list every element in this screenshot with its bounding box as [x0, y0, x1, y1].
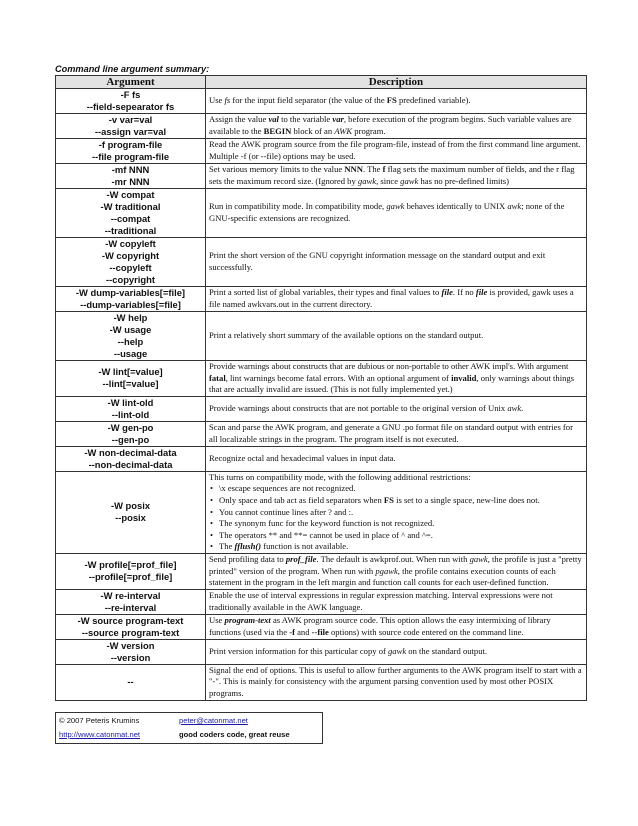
argument-text: -mf NNN	[111, 164, 150, 175]
argument-text: --source program-text	[81, 626, 180, 638]
argument-text: -W lint-old	[107, 396, 154, 408]
argument-text: --compat	[110, 213, 151, 224]
argument-text: --usage	[113, 348, 148, 359]
argument-cell	[56, 361, 206, 397]
argument-text: -W source program-text	[77, 614, 184, 626]
column-header-argument: Argument	[56, 76, 206, 89]
table-row	[56, 639, 587, 664]
argument-cell	[56, 589, 206, 614]
argument-cell	[56, 139, 206, 164]
slogan-text: good coders code, great reuse	[179, 730, 290, 739]
description-cell: Print the short version of the GNU copyright information message on the standard output and exit successfully.	[206, 238, 587, 287]
document	[55, 64, 586, 701]
table-row	[56, 589, 587, 614]
argument-text: -mr NNN	[111, 176, 150, 187]
description-cell: Enable the use of interval expressions in regular expression matching. Interval expressions were not traditionally available in the AWK language.	[206, 589, 587, 614]
description-cell: Use fs for the input field separator (the value of the FS predefined variable).	[206, 89, 587, 114]
argument-text: --copyleft	[109, 262, 152, 273]
argument-cell	[56, 471, 206, 553]
argument-text: --dump-variables[=file]	[80, 299, 181, 310]
argument-text: -F fs	[120, 89, 141, 100]
argument-text: --profile[=prof_file]	[88, 571, 173, 583]
table-row	[56, 553, 587, 589]
argument-text: -W compat	[106, 189, 155, 200]
argument-text: --traditional	[104, 225, 157, 236]
argument-text: -W traditional	[100, 201, 161, 212]
argument-text: --field-sepearator fs	[86, 101, 175, 112]
argument-text: --posix	[115, 512, 146, 524]
table-row	[56, 664, 587, 700]
argument-cell	[56, 553, 206, 589]
argument-text: -W posix	[110, 500, 151, 512]
table-row	[56, 287, 587, 312]
table-row	[56, 446, 587, 471]
argument-text: -W copyright	[101, 250, 160, 261]
description-cell: This turns on compatibility mode, with the following additional restrictions: • \x escape sequences are not recognized. • Only space and tab act as field separators when FS is set to a single space, new-line does not. • You cannot continue lines after ? and :. • The synonym func for the keyword function is not recognized. • The operators ** and **= cannot be used in place of ^ and ^=. • The fflush() function is not available.	[206, 471, 587, 553]
table-row	[56, 114, 587, 139]
argument-text: -f program-file	[98, 139, 163, 150]
table-row	[56, 396, 587, 421]
argument-cell	[56, 164, 206, 189]
argument-text: --re-interval	[104, 601, 157, 613]
argument-text: -W copyleft	[105, 238, 156, 249]
table-header-row	[56, 76, 587, 89]
description-cell: Assign the value val to the variable var, before execution of the program begins. Such variable values are available to the BEGIN block of an AWK program.	[206, 114, 587, 139]
copyright-text: © 2007 Peteris Krumins	[59, 716, 140, 725]
argument-cell	[56, 396, 206, 421]
argument-text: --non-decimal-data	[88, 458, 173, 470]
table-row	[56, 421, 587, 446]
description-cell: Signal the end of options. This is useful to allow further arguments to the AWK program itself to start with a "-". This is mainly for consistency with the argument parsing convention used by most other POSIX programs.	[206, 664, 587, 700]
argument-text: -W version	[106, 639, 155, 651]
description-cell: Set various memory limits to the value NNN. The f flag sets the maximum number of fields, and the r flag sets the maximum record size. (Ignored by gawk, since gawk has no pre-defined limits)	[206, 164, 587, 189]
argument-text: --lint[=value]	[102, 378, 159, 390]
argument-text: --assign var=val	[94, 126, 167, 137]
description-cell: Use program-text as AWK program source code. This option allows the easy intermixing of library functions (used via the -f and --file options) with source code entered on the command line.	[206, 614, 587, 639]
argument-cell	[56, 614, 206, 639]
argument-text: -W gen-po	[107, 421, 154, 433]
argument-cell	[56, 189, 206, 238]
argument-cell	[56, 639, 206, 664]
argument-table	[55, 75, 587, 701]
description-cell: Print version information for this particular copy of gawk on the standard output.	[206, 639, 587, 664]
argument-text: -W re-interval	[100, 589, 161, 601]
argument-text: --version	[110, 651, 151, 663]
summary-heading: Command line argument summary:	[55, 64, 210, 74]
table-row	[56, 189, 587, 238]
argument-cell	[56, 114, 206, 139]
description-cell: Provide warnings about constructs that are not portable to the original version of Unix awk.	[206, 396, 587, 421]
argument-text: --copyright	[106, 274, 155, 285]
argument-cell	[56, 421, 206, 446]
argument-text: --file program-file	[91, 151, 170, 162]
table-row	[56, 164, 587, 189]
description-cell: Read the AWK program source from the file program-file, instead of from the first command line argument. Multiple -f (or --file) options may be used.	[206, 139, 587, 164]
table-row	[56, 361, 587, 397]
column-header-description: Description	[206, 76, 587, 89]
description-cell: Send profiling data to prof_file. The default is awkprof.out. When run with gawk, the profile is just a "pretty printed" version of the program. When run with pgawk, the profile contains execution counts of each statement in the program in the left margin and function call counts for each user-defined function.	[206, 553, 587, 589]
description-cell: Provide warnings about constructs that are dubious or non-portable to other AWK impl's. With argument fatal, lint warnings become fatal errors. With an optional argument of invalid, only warnings about things that are actually invalid are issued. (This is not fully implemented yet.)	[206, 361, 587, 397]
argument-cell	[56, 312, 206, 361]
website-link[interactable]: http://www.catonmat.net	[59, 730, 141, 739]
argument-text: --help	[117, 336, 144, 347]
description-cell: Print a relatively short summary of the available options on the standard output.	[206, 312, 587, 361]
argument-text: -W non-decimal-data	[84, 446, 177, 458]
argument-text: -W dump-variables[=file]	[75, 287, 186, 298]
argument-text: -W usage	[109, 324, 152, 335]
argument-cell	[56, 89, 206, 114]
argument-text: -W lint[=value]	[98, 366, 163, 378]
table-row	[56, 139, 587, 164]
argument-text: -v var=val	[108, 114, 153, 125]
description-cell: Print a sorted list of global variables, their types and final values to file. If no file is provided, gawk uses a file named awkvars.out in the current directory.	[206, 287, 587, 312]
argument-text: --gen-po	[111, 433, 150, 445]
table-row	[56, 312, 587, 361]
table-row	[56, 89, 587, 114]
table-body	[56, 89, 587, 701]
argument-text: --	[127, 676, 134, 688]
description-cell: Run in compatibility mode. In compatibility mode, gawk behaves identically to UNIX awk; none of the GNU-specific extensions are recognized.	[206, 189, 587, 238]
table-row	[56, 238, 587, 287]
footer-box	[55, 712, 323, 744]
argument-text: -W help	[113, 312, 148, 323]
table-row	[56, 471, 587, 553]
table-row	[56, 614, 587, 639]
description-cell: Recognize octal and hexadecimal values in input data.	[206, 446, 587, 471]
argument-text: --lint-old	[111, 408, 150, 420]
argument-cell	[56, 446, 206, 471]
argument-cell	[56, 287, 206, 312]
email-link[interactable]: peter@catonmat.net	[179, 716, 248, 725]
argument-cell	[56, 238, 206, 287]
description-cell: Scan and parse the AWK program, and generate a GNU .po format file on standard output with entries for all localizable strings in the program. The program itself is not executed.	[206, 421, 587, 446]
argument-text: -W profile[=prof_file]	[84, 559, 177, 571]
argument-cell	[56, 664, 206, 700]
